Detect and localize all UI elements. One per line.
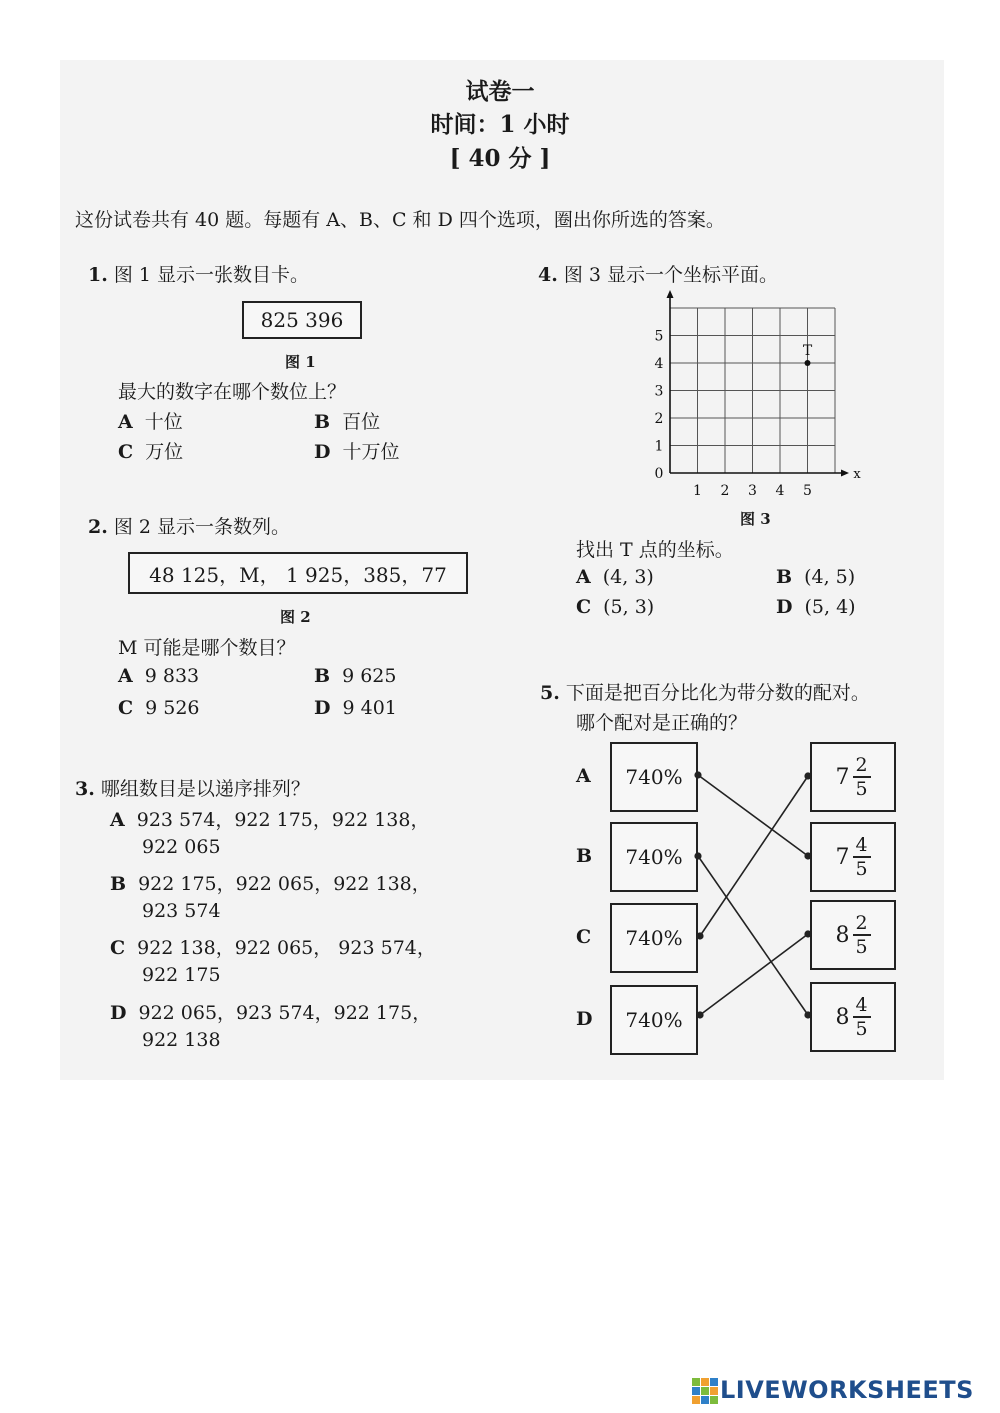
x-tick-label: 2: [720, 483, 730, 499]
q2-prompt: 图 2 显示一条数列。: [113, 516, 291, 538]
q5-prompt-line2: 哪个配对是正确的？: [576, 712, 748, 734]
q2-option-a-text: 9 833: [144, 665, 200, 687]
q1-prompt: 图 1 显示一张数目卡。: [113, 264, 310, 286]
q1-option-a-letter: A: [118, 411, 133, 433]
q2-option-c-letter: C: [118, 697, 134, 719]
q1-number: 1.: [88, 264, 108, 286]
percent-value-c: 740%: [625, 926, 683, 950]
y-tick-label: 2: [654, 411, 664, 427]
origin-label: 0: [654, 466, 664, 482]
q2-question: M 可能是哪个数目？: [118, 637, 296, 659]
match-dot-a: [695, 772, 701, 778]
q4-option-b-text: (4, 5): [804, 566, 856, 588]
match-line-d: [700, 934, 808, 1015]
q3-option-d-line1: 922 065，923 574，922 175，: [138, 1002, 432, 1024]
q3-option-d-letter: D: [110, 1002, 127, 1024]
match-line-c: [700, 776, 808, 936]
fraction-1-denominator: 5: [855, 778, 868, 800]
instructions: 这份试卷共有 40 题。每题有 A、B、C 和 D 四个选项，圈出你所选的答案。: [75, 209, 725, 231]
x-tick-label: 3: [748, 483, 757, 499]
q4-option-c-text: (5, 3): [603, 596, 655, 618]
point-label: T: [802, 343, 813, 359]
q2-option-b-letter: B: [314, 665, 331, 687]
fraction-3-numerator: 2: [855, 912, 868, 934]
figure-1-caption: 图 1: [285, 353, 316, 371]
q1-option-b-letter: B: [314, 411, 331, 433]
q1-option-b-text: 百位: [342, 411, 381, 433]
x-tick-label: 5: [803, 483, 812, 499]
fraction-2-numerator: 4: [855, 834, 868, 856]
match-line-a: [698, 775, 808, 856]
fraction-1-numerator: 2: [855, 754, 868, 776]
q3-option-c-cont: 922 175: [142, 964, 221, 986]
q3-option-a-line1: 923 574，922 175，922 138，: [136, 809, 430, 831]
x-axis-label: x: [853, 467, 861, 482]
q4-number: 4.: [538, 264, 558, 286]
x-tick-label: 1: [693, 483, 702, 499]
q5-letter-c[interactable]: C: [576, 926, 592, 948]
q4-option-b-letter: B: [776, 566, 793, 588]
liveworksheets-watermark: LIVEWORKSHEETS: [720, 1376, 974, 1404]
q3-option-a-cont: 922 065: [142, 836, 221, 858]
q1-option-c-text: 万位: [145, 441, 184, 463]
q5-prompt-line1: 下面是把百分比化为带分数的配对。: [565, 682, 870, 704]
number-card-value: 825 396: [260, 308, 344, 332]
q2-option-d-letter: D: [314, 697, 331, 719]
q2-option-c-text: 9 526: [145, 697, 200, 719]
exam-marks: [ 40 分 ]: [449, 145, 551, 172]
q3-option-c-letter: C: [110, 937, 126, 959]
q1-question: 最大的数字在哪个数位上？: [118, 381, 347, 403]
q2-option-d-text: 9 401: [342, 697, 397, 719]
q4-option-c-letter: C: [576, 596, 592, 618]
mixed-whole-2: 7: [835, 844, 850, 870]
x-tick-label: 4: [775, 483, 785, 499]
mixed-whole-3: 8: [835, 922, 850, 948]
q4-option-d-text: (5, 4): [804, 596, 856, 618]
percent-value-a: 740%: [625, 765, 683, 789]
sequence-value: 48 125，M， 1 925，385，77: [149, 562, 447, 587]
q3-option-b-letter: B: [110, 873, 127, 895]
match-dot-c: [697, 933, 703, 939]
q1-option-d-text: 十万位: [342, 441, 400, 463]
q3-option-a-letter: A: [110, 809, 125, 831]
match-dot-4: [805, 1012, 811, 1018]
percent-value-d: 740%: [625, 1008, 683, 1032]
q5-letter-d[interactable]: D: [576, 1008, 593, 1030]
q4-prompt: 图 3 显示一个坐标平面。: [563, 264, 779, 286]
q4-option-a-letter: A: [576, 566, 591, 588]
q3-option-c-line1: 922 138，922 065， 923 574，: [137, 937, 436, 959]
q2-option-a-letter: A: [118, 665, 133, 687]
exam-title: 试卷一: [465, 78, 535, 105]
liveworksheets-logo-icon: [692, 1378, 718, 1404]
match-dot-3: [805, 931, 811, 937]
q2-option-b-text: 9 625: [342, 665, 397, 687]
q5-letter-b[interactable]: B: [576, 845, 593, 867]
q1-option-d-letter: D: [314, 441, 331, 463]
exam-time: 时间：1 小时: [430, 111, 570, 138]
fraction-3-denominator: 5: [855, 936, 868, 958]
match-line-b: [698, 856, 808, 1015]
y-tick-label: 4: [654, 356, 664, 372]
match-dot-2: [805, 853, 811, 859]
figure-2-caption: 图 2: [280, 608, 311, 626]
q1-option-c-letter: C: [118, 441, 134, 463]
q1-option-a-text: 十位: [144, 411, 183, 433]
fraction-4-numerator: 4: [855, 994, 868, 1016]
q3-prompt: 哪组数目是以递序排列？: [100, 778, 310, 800]
match-dot-b: [695, 853, 701, 859]
figure-3-caption: 图 3: [740, 510, 771, 528]
mixed-whole-4: 8: [835, 1004, 850, 1030]
mixed-whole-1: 7: [835, 764, 850, 790]
q3-option-d-cont: 922 138: [142, 1029, 221, 1051]
q5-number: 5.: [540, 682, 560, 704]
y-tick-label: 3: [654, 383, 664, 400]
fraction-2-denominator: 5: [855, 858, 868, 880]
y-tick-label: 1: [654, 438, 664, 455]
match-dot-1: [805, 773, 811, 779]
q4-option-d-letter: D: [776, 596, 793, 618]
q3-option-b-line1: 922 175，922 065，922 138，: [138, 873, 431, 895]
q5-letter-a[interactable]: A: [576, 765, 591, 787]
q3-number: 3.: [75, 778, 95, 800]
q4-option-a-text: (4, 3): [602, 566, 654, 588]
q4-question: 找出 T 点的坐标。: [576, 539, 734, 561]
y-tick-label: 5: [654, 328, 664, 345]
percent-value-b: 740%: [625, 845, 683, 869]
match-dot-d: [697, 1012, 703, 1018]
fraction-4-denominator: 5: [855, 1018, 868, 1040]
q2-number: 2.: [88, 516, 108, 538]
q3-option-b-cont: 923 574: [142, 900, 221, 922]
